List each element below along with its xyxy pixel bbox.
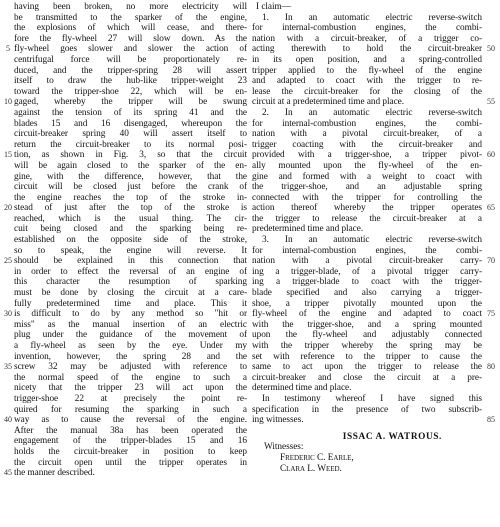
claim-line: acting therewith to hold the circuit-breaker — [252, 44, 482, 55]
text-line: After the manual 38a has been operated the — [14, 425, 247, 436]
claim-line: for internal-combustion engines, the combi- — [252, 118, 482, 129]
line-number: 50 — [487, 44, 495, 54]
text-line: blades 15 and 16 disengaged, whereupon the — [14, 118, 247, 129]
text-line: be transmitted to the sparker of the engine, — [14, 12, 247, 23]
claim-line: with the trigger-shoe, and a spring mounted — [252, 319, 482, 330]
text-line: fully predetermined time and place. This it — [14, 298, 247, 309]
claim-line: ing a trigger-blade to coact with the trigger- — [252, 277, 482, 288]
text-line: plug under the guidance of the movement of — [14, 330, 247, 341]
text-line: circuit will be closed just before the crank of — [14, 182, 247, 193]
claim-line: determined time and place. — [252, 383, 352, 394]
line-number: 40 — [4, 415, 12, 425]
line-number: 60 — [487, 150, 495, 160]
text-line: this character the resumption of sparking — [14, 277, 247, 288]
left-column — [14, 2, 247, 479]
text-line: a fly-wheel as seen by the eye. Under my — [14, 341, 247, 351]
claim-line: with the tripper whereby the spring may be — [252, 341, 482, 351]
claim-line: for internal-combustion engines, the combi- — [252, 23, 482, 34]
text-line: circuit-breaker spring 40 will assert itself to — [14, 129, 247, 140]
text-line: trigger-shoe 22 at precisely the point re- — [14, 393, 247, 404]
claim-line: circuit at a predetermined time and place. — [252, 97, 404, 108]
text-line: centrifugal force will be proportionately re- — [14, 54, 247, 65]
claim-line: same to act upon the trigger to release the — [252, 362, 482, 373]
text-line: itself to draw the hub-like tripper-weight 23 — [14, 76, 247, 87]
text-line: must be done by closing the circuit at a care- — [14, 288, 247, 299]
claim-line: set with reference to the tripper to cause the — [252, 351, 482, 362]
claim-line: nation with a pivotal circuit-breaker, of a — [252, 129, 482, 140]
line-number: 25 — [4, 256, 12, 266]
claim-line: fly-wheel of the engine and adapted to coact — [252, 309, 482, 320]
line-number: 85 — [487, 415, 495, 425]
signature: ISSAC A. WATROUS. — [342, 431, 442, 442]
text-line: in order to effect the reversal of an engine of — [14, 266, 247, 277]
claim-line: ally mounted upon the fly-wheel of the en- — [252, 160, 482, 171]
claim-line: ing witnesses. — [252, 415, 304, 426]
line-number: 5 — [6, 44, 10, 54]
text-line: cuit being closed and the sparking being re- — [14, 224, 247, 235]
claim-line: specification in the presence of two subscrib- — [252, 404, 482, 415]
text-line: the manner described. — [14, 468, 95, 479]
line-number: 15 — [4, 150, 12, 160]
claim-line: 1. In an automatic electric reverse-switch — [262, 12, 482, 23]
text-line: engagement of the tripper-blades 15 and 16 — [14, 436, 247, 447]
text-line: reached, which is the usual thing. The cir- — [14, 213, 247, 224]
claim-line: 2. In an automatic electric reverse-switch — [262, 107, 482, 118]
right-column — [252, 2, 482, 474]
claim-line: circuit-breaker and close the circuit at a pre- — [252, 372, 482, 383]
witness-name: Frederic C. Earle, — [280, 452, 354, 463]
text-line: fly-wheel goes slower and slower the action of — [14, 44, 247, 55]
text-line: gaged, whereby the tripper will be swung — [14, 97, 247, 108]
text-line: established on the opposite side of the stroke, — [14, 235, 247, 246]
claim-line: for internal-combustion engines, the combi- — [252, 245, 482, 256]
line-number: 75 — [487, 309, 495, 319]
text-line: the circuit open until the tripper operates in — [14, 457, 247, 468]
claim-line: connected with the tripper for controlling the — [252, 192, 482, 203]
claim-line: upon the fly-wheel and adjustably connected — [252, 330, 482, 341]
claim-line: shoe, a tripper pivotally mounted upon the — [252, 298, 482, 309]
text-line: quired for resuming the sparking in such a — [14, 404, 247, 415]
text-line: tion, as shown in Fig. 3, so that the circuit — [14, 150, 247, 161]
line-number: 20 — [4, 203, 12, 213]
line-number: 30 — [4, 309, 12, 319]
text-line: the explosions of which will cease, and there- — [14, 23, 247, 34]
claim-line: ing a trigger-blade, of a pivotal trigger carry- — [252, 266, 482, 277]
text-line: against the tension of its spring 41 and the — [14, 107, 247, 118]
claim-line: predetermined time and place. — [252, 224, 364, 235]
claim-line: action thereof whereby the tripper operates — [252, 203, 482, 214]
text-line: return the circuit-breaker to its normal posi- — [14, 139, 247, 150]
witnesses-label: Witnesses: — [264, 442, 304, 453]
line-number: 80 — [487, 362, 495, 372]
claim-heading: I claim— — [256, 2, 291, 12]
text-line: gine, with the difference, however, that the — [14, 171, 247, 182]
text-line: so to speak, the engine will reverse. It — [14, 245, 247, 256]
text-line: way as to cause the reversal of the engine. — [14, 415, 247, 426]
text-line: the engine reaches the top of the stroke in- — [14, 192, 247, 203]
text-line: invention, however, the spring 28 and the — [14, 351, 247, 362]
claim-line: nation with a pivotal circuit-breaker carry- — [252, 256, 482, 267]
claim-line: In testimony whereof I have signed this — [262, 393, 482, 404]
line-number: 55 — [487, 97, 495, 107]
text-line: nicety that the tripper 23 will act upon the — [14, 383, 247, 394]
claim-line: the trigger to release the circuit-breaker at a — [252, 213, 482, 224]
claim-line: blade specified and also carrying a trigger- — [252, 288, 482, 299]
text-line: will be again closed to the sparker of the en- — [14, 160, 247, 171]
text-line: fore the fly-wheel 27 will slow down. As the — [14, 33, 247, 44]
claim-line: gine and formed with a weight to coact with — [252, 171, 482, 182]
text-line: stead of just after the top of the stroke is — [14, 203, 247, 214]
line-number: 35 — [4, 362, 12, 372]
text-line: miss" as the manual insertion of an electric — [14, 319, 247, 330]
claim-line: provided with a trigger-shoe, a tripper pivot- — [252, 150, 482, 161]
claim-line: in its open position, and a spring-controlled — [252, 54, 482, 65]
claim-line: lease the circuit-breaker for the closing of the — [252, 86, 482, 97]
claim-line: trigger coacting with the circuit-breaker and — [252, 139, 482, 150]
claim-line: tripper applied to the fly-wheel of the engine — [252, 65, 482, 76]
text-line: having been broken, no more electricity will — [14, 2, 247, 12]
line-number: 45 — [4, 468, 12, 478]
text-line: screw 32 may be adjusted with reference to — [14, 362, 247, 373]
line-number: 10 — [4, 97, 12, 107]
line-number: 70 — [487, 256, 495, 266]
claim-line: and adapted to coact with the trigger to re- — [252, 76, 482, 87]
witness-name: Clara L. Weed. — [280, 463, 342, 474]
claim-line: 3. In an automatic electric reverse-switch — [262, 235, 482, 246]
line-number: 65 — [487, 203, 495, 213]
claim-line: nation with a circuit-breaker, of a trigger co- — [252, 33, 482, 44]
text-line: holds the circuit-breaker in position to keep — [14, 446, 247, 457]
claim-line: the trigger-shoe, and an adjustable spring — [252, 182, 482, 193]
text-line: the normal speed of the engine to such a — [14, 372, 247, 383]
text-line: should be explained in this connection that — [14, 256, 247, 267]
text-line: toward the tripper-shoe 22, which will be en- — [14, 86, 247, 97]
text-line: is difficult to do by any method so "hit or — [14, 309, 247, 320]
text-line: duced, and the tripper-spring 28 will assert — [14, 65, 247, 76]
